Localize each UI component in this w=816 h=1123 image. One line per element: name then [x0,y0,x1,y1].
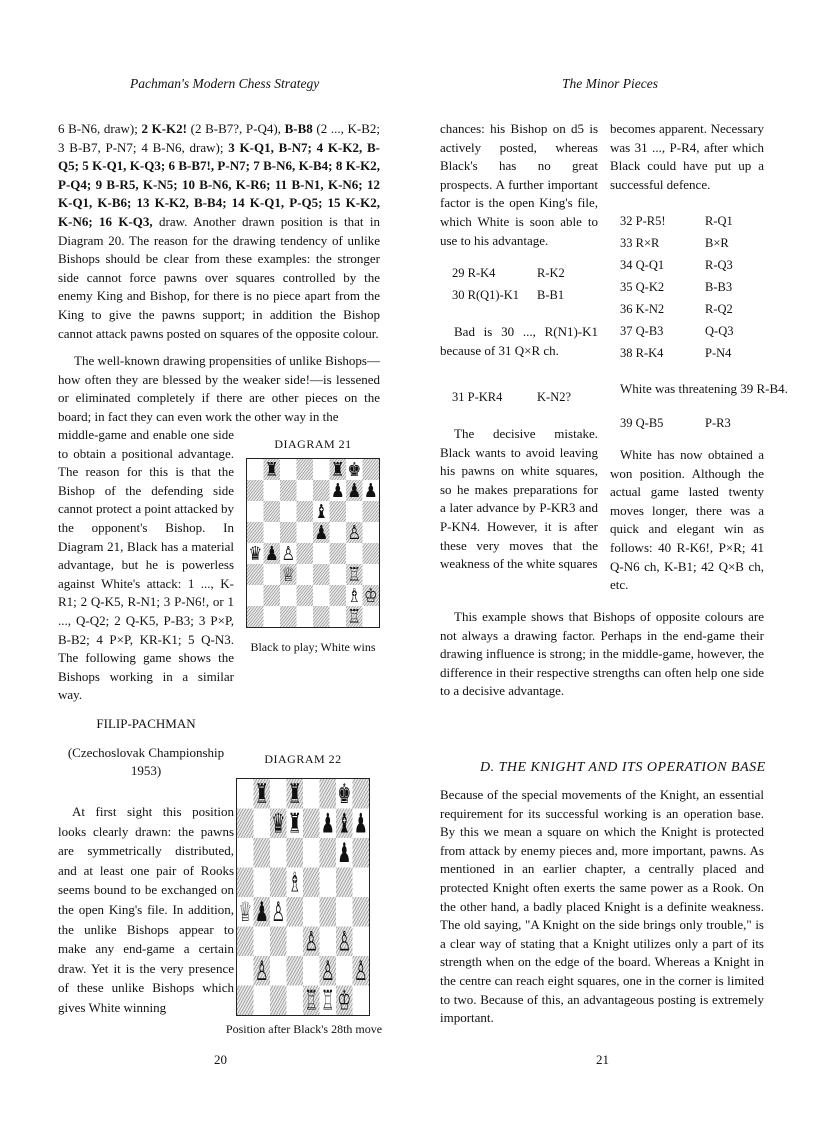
light-square [297,522,314,543]
light-square [330,522,347,543]
dark-square [237,868,254,898]
white-move: 36 K-N2 [620,302,665,316]
dark-square [297,585,314,606]
dark-square [320,838,337,868]
chess-piece [288,809,302,840]
black-move: P-R3 [705,416,731,430]
text-run: (2 B-B7?, P-Q4), [186,121,285,136]
right-paragraph-example: This example shows that Bishops of opposite colours are not always a drawing factor. Perhaps in the end-game their drawing influence is strong; in the middle-game, however, the difference in their respective strengths can often help one side to a decisive advantage. [440,609,764,699]
chess-piece [347,481,361,503]
dark-square [330,585,347,606]
moves-29-30 [452,262,565,306]
chess-piece [337,927,351,958]
right-running-header: The Minor Pieces [562,76,658,91]
dark-square [363,459,380,480]
chess-board-svg [237,779,369,1015]
chess-piece [337,839,351,870]
move-row [620,298,733,320]
light-square [336,897,353,927]
dark-square [247,606,264,627]
light-square [346,543,363,564]
light-square [270,779,287,809]
dark-square [270,868,287,898]
black-move: B×R [705,236,729,250]
black-move: B-B1 [537,288,565,302]
black-move: R-Q2 [705,302,733,316]
right-col2-after: White has now obtained a won position. Although the actual game lasted twenty moves longer, there was a quick and elegant win as follows: 40 R-K6!, P×R; 41 Q-N6 ch, K-B1; 42 Q×B ch, etc. [610,447,764,593]
chess-piece [354,809,368,840]
dark-square [363,501,380,522]
dark-square [297,543,314,564]
dark-square [313,480,330,501]
chess-piece [238,898,252,929]
chess-piece [347,565,361,587]
dark-square [254,838,271,868]
light-square [254,986,271,1016]
move-row [620,276,733,298]
dark-square [237,927,254,957]
dark-square [270,927,287,957]
chess-piece [288,780,302,811]
light-square [297,564,314,585]
dark-square [280,606,297,627]
chess-piece [314,502,328,524]
game-title: FILIP-PACHMAN [96,716,196,731]
chess-piece [314,523,328,545]
dark-square [247,564,264,585]
light-square [247,501,264,522]
chess-piece [337,986,351,1015]
dark-square [330,501,347,522]
chess-piece [255,957,269,988]
move-row [620,232,733,254]
chess-piece [304,986,318,1015]
light-square [264,522,281,543]
dark-square [247,522,264,543]
black-move: K-N2? [537,390,572,404]
text-run: draw. Another drawn position is that in Diagram 20. The reason for the drawing tendency of unlike Bishops should be clear from these examples: the stronger side cannot force pawns over squares controlled by the enemy King and Bishop, for there is no piece apart from the King to give the pawns support; in addition the Bishop cannot attack pawns posted on squares of the opposite colour. [58,213,380,341]
chess-piece [281,565,295,587]
white-move: 38 R-K4 [620,346,664,360]
dark-square [363,543,380,564]
move-row [452,262,565,284]
light-square [254,809,271,839]
light-square [313,585,330,606]
dark-square [353,779,370,809]
black-move: P-N4 [705,346,732,360]
bold-move-run: 3 K-Q1, B-N7; 4 K-K2, B-Q5; 5 K-Q1, K-Q3; 6 B-B7!, P-N7; 7 B-N6, K-B4; 8 K-K2, P-Q4; 9 B-R5, K-N5; 10 B-N6, K-R6; 11 B-N1, K-N6; 12 K-Q1, K-B6; 13 K-K2, B-B4; 14 K-Q1, P-Q5; 15 K-K2, K-N6; 16 K-Q3, [58,139,381,229]
chess-piece [321,986,335,1015]
diagram-22-title: DIAGRAM 22 [264,752,342,766]
light-square [320,868,337,898]
moves-39 [620,412,731,434]
white-move: 31 P-KR4 [452,390,503,404]
chess-piece [321,809,335,840]
move-row [452,386,571,408]
light-square [287,927,304,957]
light-square [303,838,320,868]
dark-square [280,480,297,501]
chess-piece [255,898,269,929]
moves-31 [452,386,571,408]
right-col2-threat: White was threatening 39 R-B4. [620,381,788,396]
move-row [620,320,733,342]
light-square [303,897,320,927]
black-move: R-Q3 [705,258,733,272]
moves-32-38 [620,210,733,364]
dark-square [264,585,281,606]
black-move: R-K2 [537,266,565,280]
dark-square [313,564,330,585]
light-square [270,956,287,986]
right-paragraph-knight: Because of the special movements of the Knight, an essential requirement for its successful working is an operation base. By this we mean a square on which the Knight is protected from attack by enemy pieces and, more important, pawns. As mentioned in an earlier chapter, a centrally placed and protected Knight often exerts the same power as a Rook. On the other hand, a badly placed Knight is a definite weakness. The old saying, "A Knight on the side brings only trouble," is a clear way of stating that a Knight utilizes only a part of its strength when on the edge of the board. Whereas a Knight in the centre can reach eight squares, one in the corner is limited to two. Because of this, an advantageous posting is extremely important. [440,787,764,1026]
dark-square [353,838,370,868]
chess-piece [364,481,378,503]
dark-square [297,501,314,522]
light-square [353,868,370,898]
diagram-21-caption: Black to play; White wins [250,640,376,654]
chess-board-svg [247,459,379,627]
chess-piece [304,927,318,958]
light-square [264,564,281,585]
dark-square [287,897,304,927]
text-run: (2 ..., K-B2; 3 B-B7, P-N7; 4 B-N6, draw); [58,121,380,155]
black-move: Q-Q3 [705,324,734,338]
chess-piece [271,809,285,840]
left-page-number: 20 [214,1052,227,1067]
dark-square [264,501,281,522]
chess-piece [265,544,279,566]
light-square [363,522,380,543]
light-square [280,585,297,606]
move-row [620,210,733,232]
diagram-21-title: DIAGRAM 21 [274,437,352,451]
white-move: 32 P-R5! [620,214,666,228]
light-square [313,543,330,564]
chess-piece [255,780,269,811]
white-move: 33 R×R [620,236,660,250]
white-move: 34 Q-Q1 [620,258,665,272]
white-move: 35 Q-K2 [620,280,665,294]
right-page-number: 21 [596,1052,609,1067]
light-square [303,779,320,809]
light-square [237,779,254,809]
bold-move-run: B-B8 [284,121,313,136]
dark-square [237,986,254,1016]
light-square [247,585,264,606]
dark-square [303,809,320,839]
move-row [452,284,565,306]
section-title: D. THE KNIGHT AND ITS OPERATION BASE [480,760,766,775]
left-paragraph-drawing: The well-known drawing propensities of unlike Bishops—how often they are blessed by the weaker side!—is lessened or eliminated completely if there are other pieces on the board; in fact they can even work the other way in the [58,353,380,424]
chess-piece [354,957,368,988]
left-paragraph-middlegame: middle-game and enable one side to obtain a positional advantage. The reason for this is that the Bishop of the defending side cannot protect a point attacked by the opponent's Bishop. In Diagram 21, Black has a material advantage, but he is powerless against White's attack: 1 ..., K-R1; 2 Q-K5, R-N1; 3 P-N6!, or 1 ..., Q-Q2; 2 Q-K5, P-B3; 3 P×P, B-B2; 4 P×P, KR-K1; 5 Q-N3. The following game shows the Bishops working in a similar way. [58,427,234,703]
light-square [353,986,370,1016]
right-col2-intro: becomes apparent. Necessary was 31 ..., P-R4, after which Black could have put up a successful defence. [610,121,764,192]
chess-piece [347,460,361,482]
right-col1-after: The decisive mistake. Black wants to avoid leaving his pawns on white squares, so he makes preparations for a later advance by P-KR3 and P-KN4. However, it is after these very moves that the weakness of the white squares [440,426,598,572]
light-square [287,986,304,1016]
light-square [346,501,363,522]
light-square [254,927,271,957]
light-square [297,480,314,501]
chess-piece [337,780,351,811]
dark-square [287,956,304,986]
right-col1-intro: chances: his Bishop on d5 is actively posted, whereas Black's has no great prospects. A further important factor is the open King's file, which White is soon able to use to his advantage. [440,121,598,248]
dark-square [270,986,287,1016]
chess-piece [248,544,262,566]
chess-piece [288,868,302,899]
black-move: R-Q1 [705,214,733,228]
chess-piece [347,607,361,627]
dark-square [280,522,297,543]
black-move: B-B3 [705,280,733,294]
diagram-21-board [246,458,380,628]
chess-piece [331,460,345,482]
light-square [303,956,320,986]
dark-square [320,897,337,927]
left-running-header: Pachman's Modern Chess Strategy [130,76,320,91]
left-paragraph-moves [58,120,380,343]
chess-piece [347,586,361,608]
light-square [280,459,297,480]
dark-square [313,606,330,627]
chess-piece [347,523,361,545]
chess-piece [281,544,295,566]
white-move: 29 R-K4 [452,266,496,280]
light-square [363,606,380,627]
move-row [620,412,731,434]
bold-move-run: 2 K-K2! [141,121,187,136]
chess-piece [321,957,335,988]
dark-square [320,779,337,809]
light-square [330,606,347,627]
diagram-22-board [236,778,370,1016]
light-square [320,927,337,957]
light-square [363,564,380,585]
white-move: 37 Q-B3 [620,324,664,338]
light-square [336,956,353,986]
left-paragraph-game: At first sight this position looks clearly drawn: the pawns are symmetrically distributed, and at least one pair of Rooks seems bound to be exchanged on the open King's file. In addition, the unlike Bishops appear to make any end-game a certain draw. Yet it is the very presence of these unlike Bishops which gives White winning [58,804,234,1015]
dark-square [237,809,254,839]
light-square [237,838,254,868]
light-square [237,956,254,986]
text-run: 6 B-N6, draw); [58,121,142,136]
light-square [330,564,347,585]
light-square [264,606,281,627]
dark-square [287,838,304,868]
game-event: (Czechoslovak Championship 1953) [67,745,225,778]
dark-square [330,543,347,564]
light-square [280,501,297,522]
white-move: 30 R(Q1)-K1 [452,288,520,302]
dark-square [303,868,320,898]
chess-piece [364,586,378,608]
chess-piece [331,481,345,503]
right-col1-note: Bad is 30 ..., R(N1)-K1 because of 31 Q×R ch. [440,324,598,358]
dark-square [336,868,353,898]
white-move: 39 Q-B5 [620,416,664,430]
light-square [254,868,271,898]
diagram-22-caption: Position after Black's 28th move [225,1022,383,1036]
dark-square [247,480,264,501]
light-square [247,459,264,480]
light-square [353,927,370,957]
move-row [620,254,733,276]
dark-square [353,897,370,927]
dark-square [297,459,314,480]
move-row [620,342,733,364]
light-square [313,459,330,480]
light-square [270,838,287,868]
chess-piece [337,809,351,840]
chess-piece [271,898,285,929]
light-square [297,606,314,627]
light-square [264,480,281,501]
chess-piece [265,460,279,482]
